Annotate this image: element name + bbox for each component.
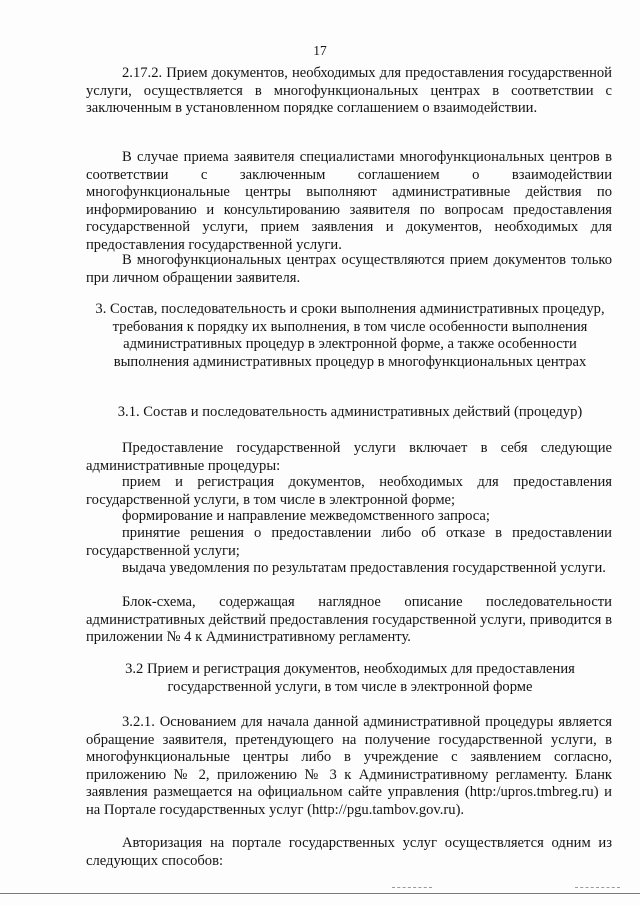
section-3-1-heading: 3.1. Состав и последовательность административных действий (процедур): [117, 404, 583, 420]
procedure-item-reception: прием и регистрация документов, необходимых для предоставления государственной услуги, в том числе в электронной форме;: [86, 474, 612, 508]
paragraph-3-2-1: 3.2.1. Основанием для начала данной административной процедуры является обращение заявителя, претендующего на получение государственной услуги, в многофункциональные центры либо в учреждение с заявлением согласно, приложению № 2, приложению № 3 к Административному регламенту. Бланк заявления размещается на официальном сайте управления (http:/upros.tmbreg.ru) и на Портале государственных услуг (http://pgu.tambov.gov.ru).: [86, 714, 612, 818]
bottom-rule: [0, 893, 640, 894]
section-3-heading: 3. Состав, последовательность и сроки выполнения административных процедур, требования к порядку их выполнения, в том числе особенности выполнения административных процедур в электронной форме, а также особенности выполнения административных процедур в многофункциональных центрах: [95, 301, 605, 370]
paragraph-flowchart: Блок-схема, содержащая наглядное описание последовательности административных действий предоставления государственной услуги, приводится в приложении № 4 к Административному регламенту.: [86, 594, 612, 646]
procedure-item-request: формирование и направление межведомственного запроса;: [122, 508, 490, 524]
paragraph-authorization: Авторизация на портале государственных услуг осуществляется одним из следующих способов:: [86, 835, 612, 869]
page-number: 17: [313, 43, 327, 58]
paragraph-procedures-intro: Предоставление государственной услуги включает в себя следующие административные процедуры:: [86, 440, 612, 474]
section-3-2-heading: 3.2 Прием и регистрация документов, необходимых для предоставления государственной услуги, в том числе в электронной форме: [125, 661, 575, 695]
paragraph-2-17-2: 2.17.2. Прием документов, необходимых для предоставления государственной услуги, осуществляется в многофункциональных центрах в соответствии с заключенным в установленном порядке соглашением о взаимодействии.: [86, 65, 612, 117]
paragraph-mfc-reception: В случае приема заявителя специалистами многофункциональных центров в соответствии с заключенным соглашением о взаимодействии многофункциональные центры выполняют административные действия по информированию и консультированию заявителя по вопросам предоставления государственной услуги, прием заявления и документов, необходимых для предоставления государственной услуги.: [86, 149, 612, 253]
scan-artifact: [392, 887, 432, 888]
procedure-item-notification: выдача уведомления по результатам предоставления государственной услуги.: [122, 560, 606, 576]
paragraph-personal-request: В многофункциональных центрах осуществляются прием документов только при личном обращении заявителя.: [86, 252, 612, 286]
procedure-item-decision: принятие решения о предоставлении либо об отказе в предоставлении государственной услуги;: [86, 525, 612, 559]
scan-artifact: [575, 887, 620, 888]
